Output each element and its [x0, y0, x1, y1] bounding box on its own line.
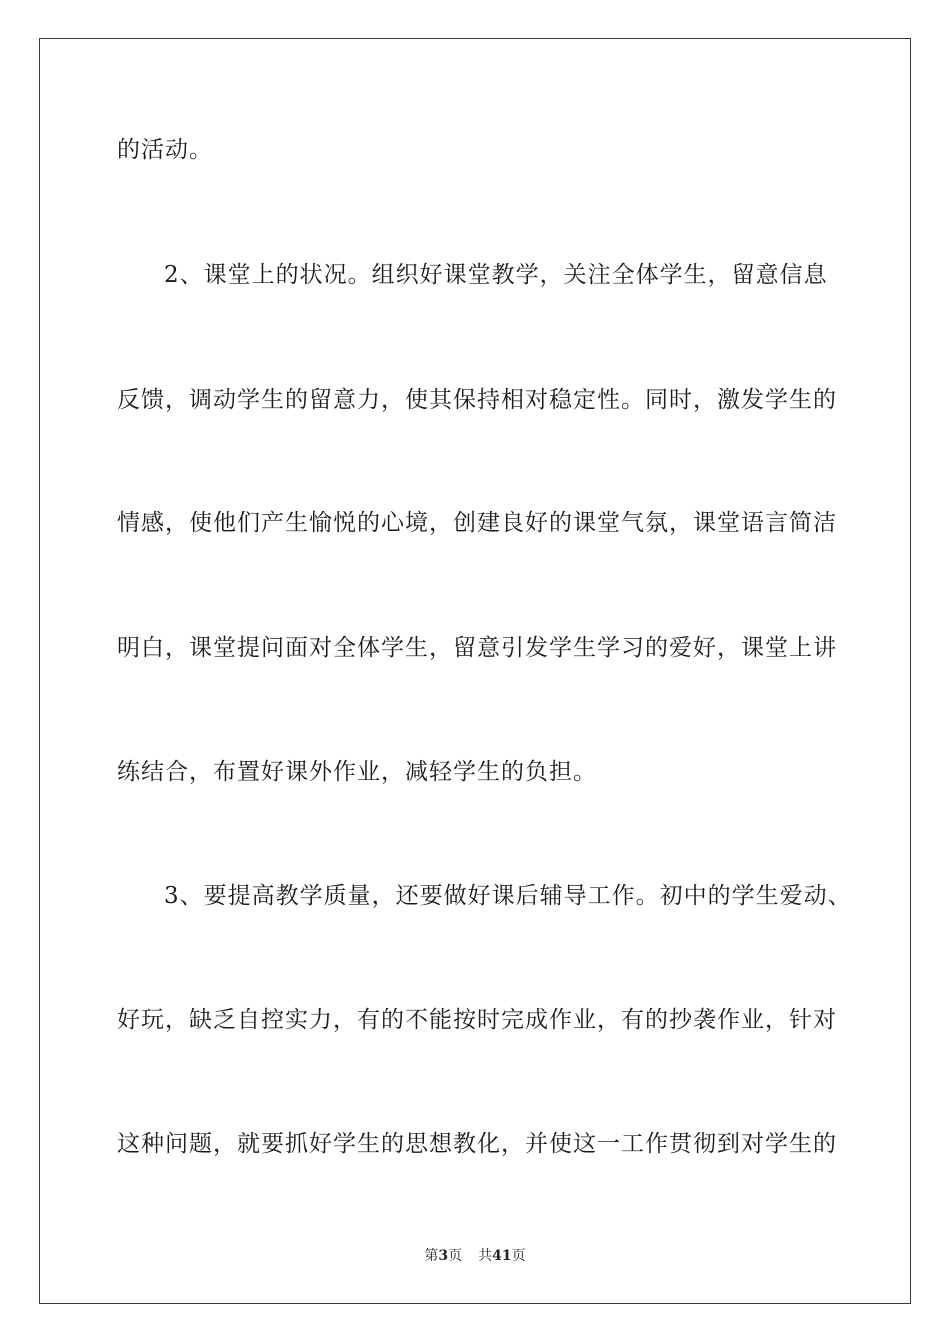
paragraph-line: 好玩，缺乏自控实力，有的不能按时完成作业，有的抄袭作业，针对 [117, 1007, 837, 1033]
paragraph-line: 2、课堂上的状况。组织好课堂教学，关注全体学生，留意信息 [164, 262, 828, 288]
page-frame [39, 38, 911, 1304]
page-label-prefix: 第 [424, 1248, 439, 1264]
total-label-prefix: 共 [478, 1248, 493, 1264]
page-label-suffix: 页 [448, 1248, 463, 1264]
paragraph-line: 反馈，调动学生的留意力，使其保持相对稳定性。同时，激发学生的 [117, 387, 837, 413]
paragraph-line: 的活动。 [117, 137, 213, 163]
total-label-suffix: 页 [511, 1248, 526, 1264]
paragraph-line: 明白，课堂提问面对全体学生，留意引发学生学习的爱好，课堂上讲 [117, 635, 837, 661]
paragraph-line: 情感，使他们产生愉悦的心境，创建良好的课堂气氛，课堂语言简洁 [117, 510, 837, 536]
page-footer [0, 1247, 950, 1265]
paragraph-line: 练结合，布置好课外作业，减轻学生的负担。 [117, 759, 597, 785]
total-page-count: 41 [492, 1248, 512, 1264]
paragraph-line: 3、要提高教学质量，还要做好课后辅导工作。初中的学生爱动、 [164, 883, 852, 909]
paragraph-line: 这种问题，就要抓好学生的思想教化，并使这一工作贯彻到对学生的 [117, 1131, 837, 1157]
current-page-number: 3 [438, 1248, 449, 1264]
